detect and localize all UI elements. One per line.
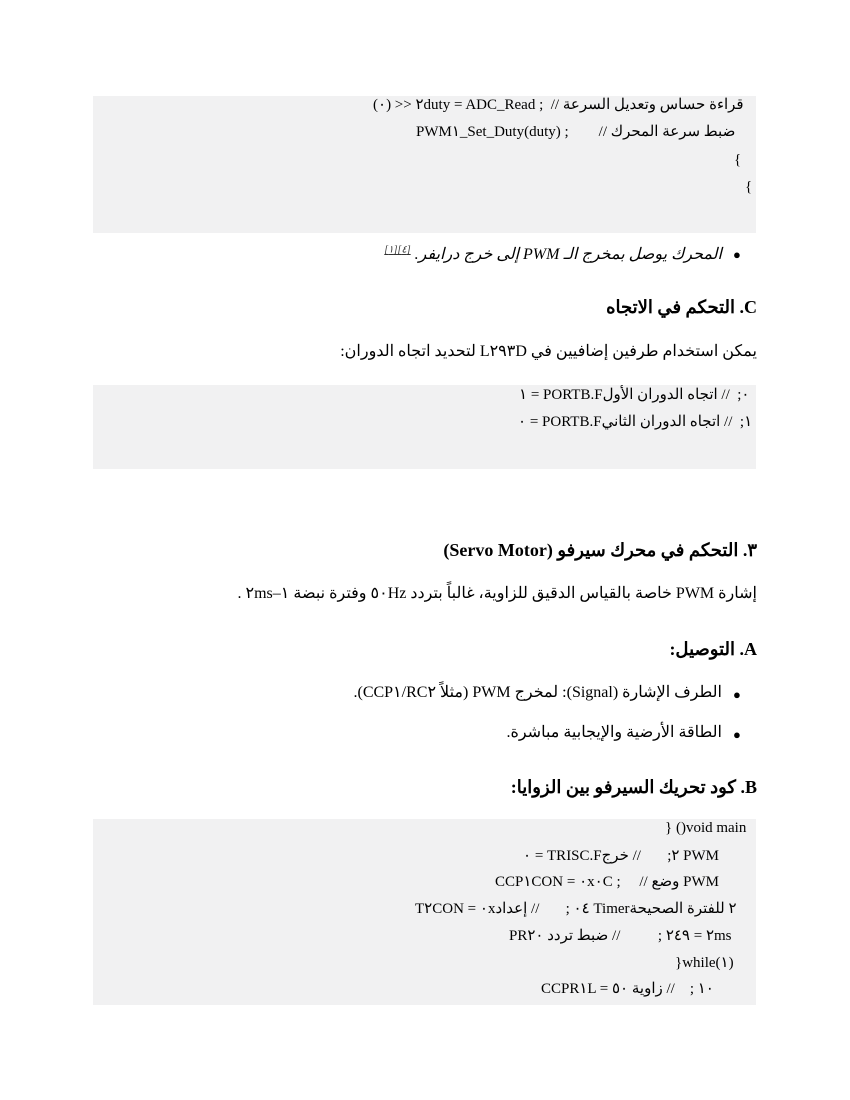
bullet-icon: ●	[733, 727, 741, 742]
section-c-paragraph: يمكن استخدام طرفين إضافيين في L٢٩٣D لتحديد اتجاه الدوران:	[340, 343, 757, 360]
code-block-speed	[93, 96, 756, 233]
bullet-driver-text: المحرك يوصل بمخرج الـ PWM إلى خرج درايفر.	[414, 246, 722, 263]
section-a-bullet: الطاقة الأرضية والإيجابية مباشرة.	[506, 724, 722, 741]
code-line: {	[734, 152, 742, 168]
code-line: CCP١CON = ٠x٠C ; // وضع PWM	[495, 874, 720, 890]
bullet-driver	[384, 244, 722, 264]
bullet-icon: ●	[733, 687, 741, 702]
code-line: }while(١)	[675, 955, 734, 971]
code-line: } ()void main	[665, 820, 747, 836]
code-line: {	[745, 179, 753, 195]
section-b-heading: B. كود تحريك السيرفو بين الزوايا:	[510, 777, 757, 797]
section-3-heading: ٣. التحكم في محرك سيرفو (Servo Motor)	[443, 540, 757, 560]
bullet-icon: ●	[733, 247, 741, 262]
code-line: T٢CON = ٠x٠٤ ; // إعداد Timer٢ للفترة الصحيحة	[415, 901, 737, 917]
reference-links[interactable]: [٤][١]	[384, 244, 411, 256]
code-line: PR٢ = ٢٤٩ ; // ضبط تردد ٢٠ms	[509, 928, 732, 944]
section-3-paragraph: إشارة PWM خاصة بالقياس الدقيق للزاوية، غالباً بتردد ٥٠Hz وفترة نبضة ١–٢ms .	[237, 585, 757, 602]
section-a-heading: A. التوصيل:	[669, 639, 757, 659]
section-a-bullet: الطرف الإشارة (Signal): لمخرج PWM (مثلاً RC٢/CCP١).	[353, 684, 722, 701]
code-line: ٠ = PORTB.F١; // اتجاه الدوران الثاني	[518, 414, 753, 430]
code-line: CCPR١L = ١٠ ; // زاوية ٥٠	[541, 981, 714, 997]
code-block-servo	[93, 819, 756, 1005]
code-line: ٠ = TRISC.F٢; // خرج PWM	[523, 848, 720, 864]
code-line: ١ = PORTB.F٠; // اتجاه الدوران الأول	[519, 387, 750, 403]
code-line: ٢ << (٠)duty = ADC_Read ; // قراءة حساس وتعديل السرعة	[373, 97, 744, 113]
section-c-heading: C. التحكم في الاتجاه	[606, 297, 757, 317]
code-line: PWM١_Set_Duty(duty) ; // ضبط سرعة المحرك	[416, 124, 736, 140]
code-block-direction	[93, 385, 756, 469]
